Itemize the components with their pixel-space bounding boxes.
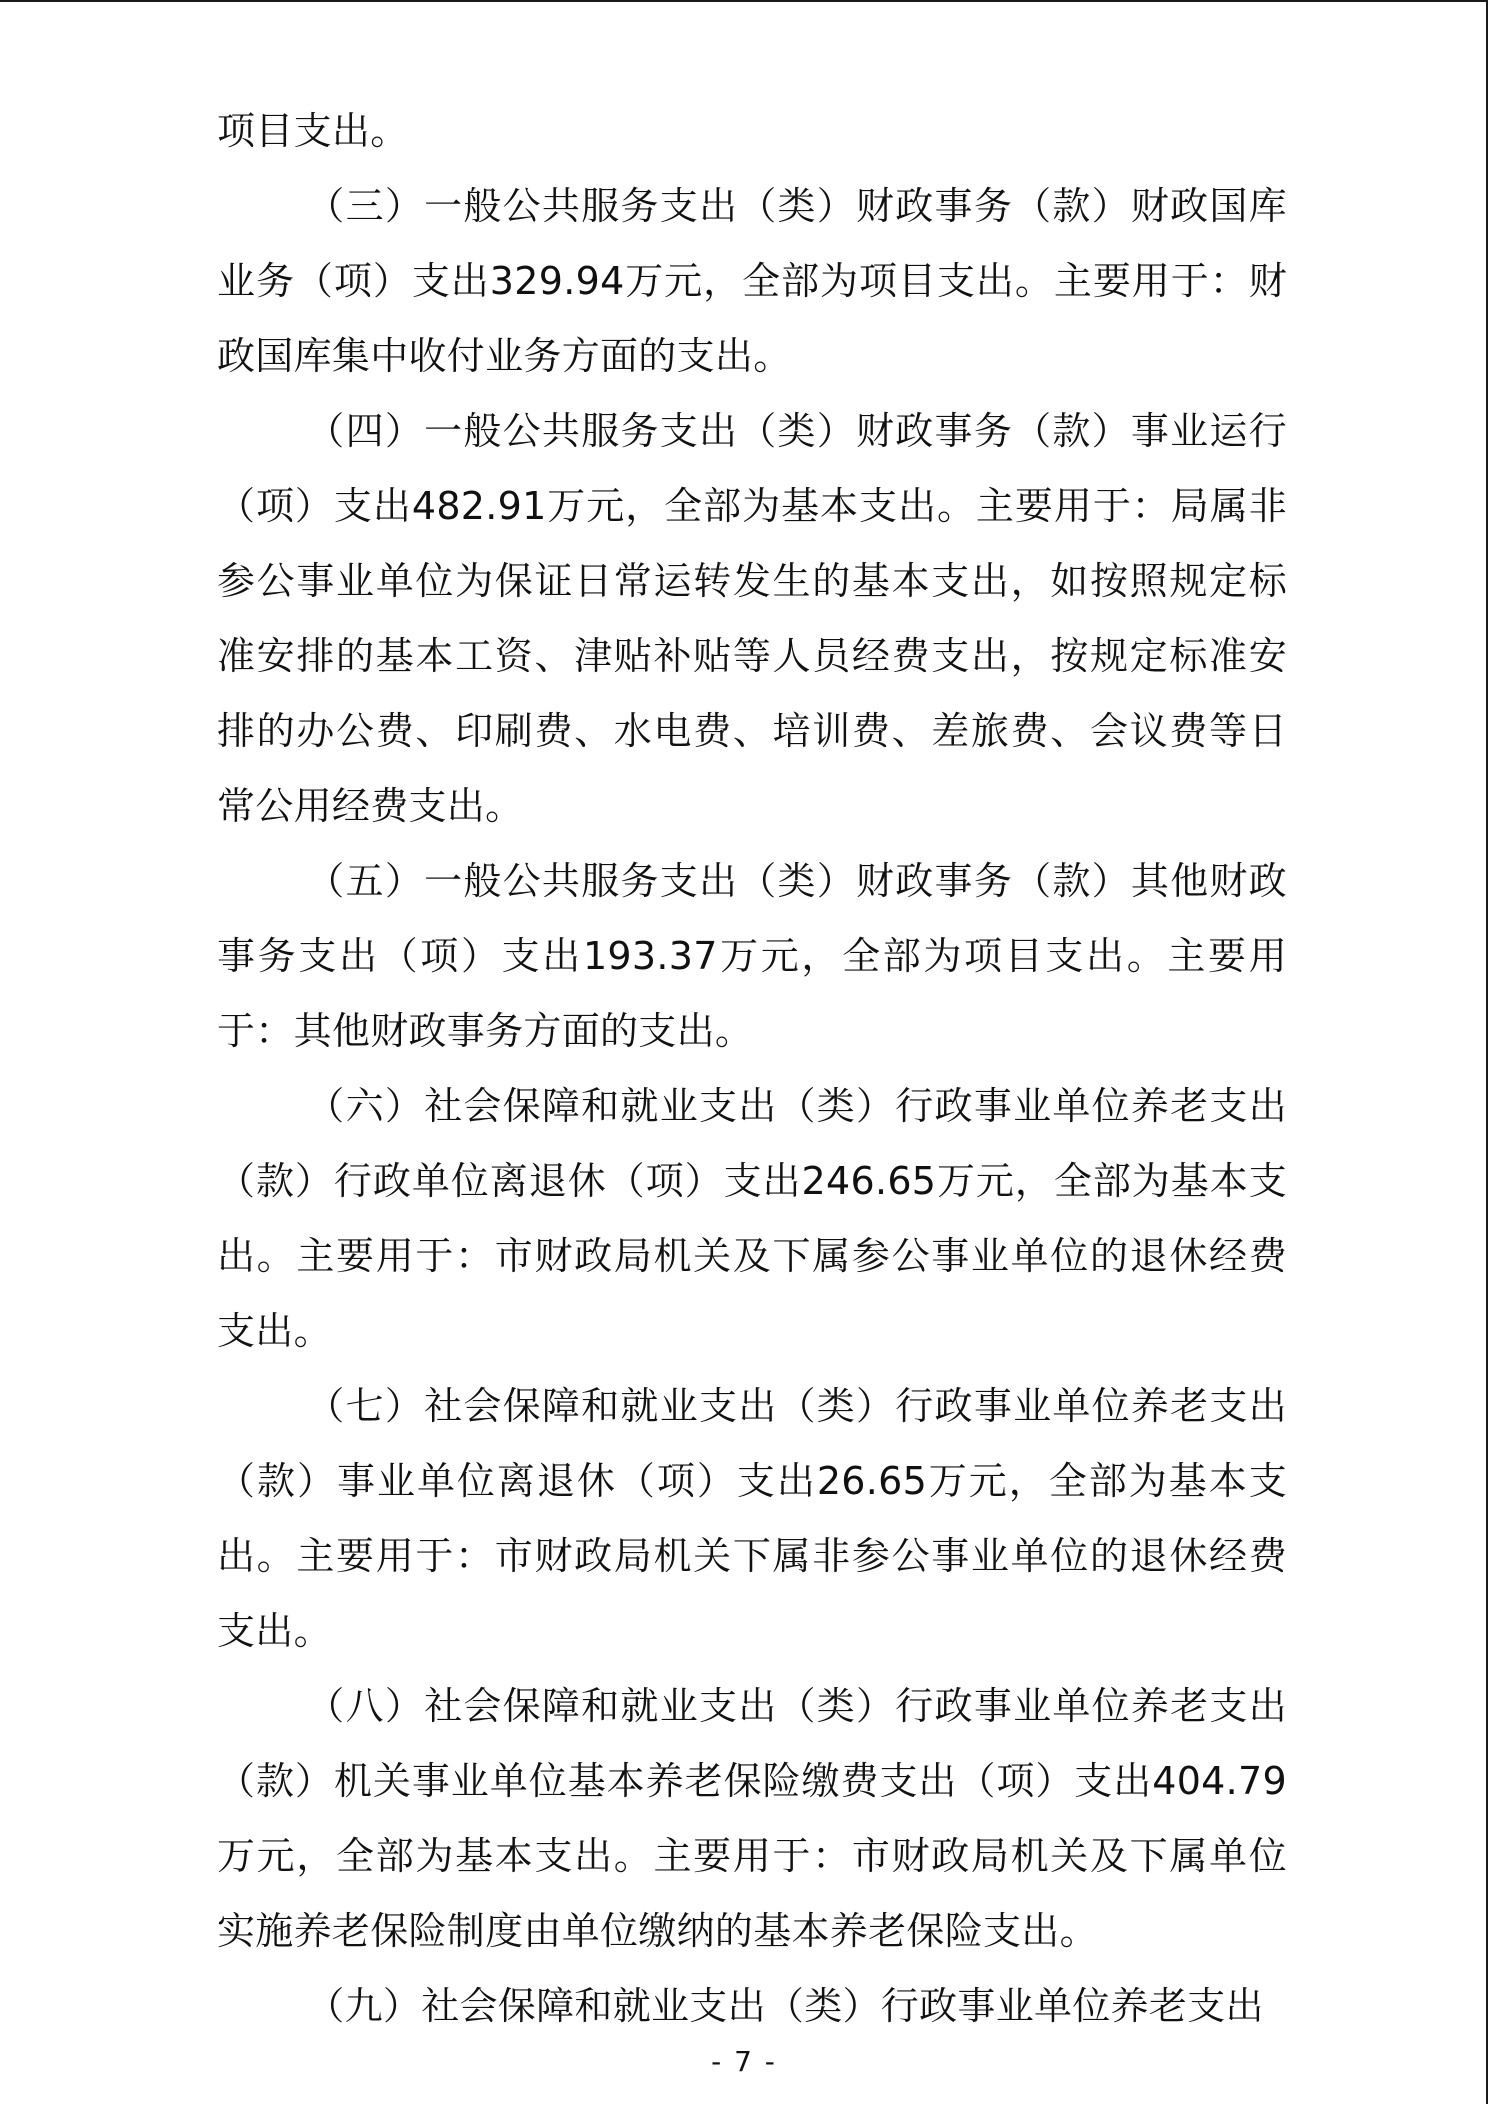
- document-body: [217, 94, 1287, 2044]
- paragraph-item-5: （五）一般公共服务支出（类）财政事务（款）其他财政事务支出（项）支出193.37万元，全部为项目支出。主要用于：其他财政事务方面的支出。: [217, 859, 1287, 1053]
- paragraph-item-8: （八）社会保障和就业支出（类）行政事业单位养老支出（款）机关事业单位基本养老保险缴费支出（项）支出404.79万元，全部为基本支出。主要用于：市财政局机关及下属单位实施养老保险制度由单位缴纳的基本养老保险支出。: [217, 1684, 1287, 1953]
- paragraph-continuation: 项目支出。: [217, 109, 409, 153]
- paragraph-item-4: （四）一般公共服务支出（类）财政事务（款）事业运行（项）支出482.91万元，全部为基本支出。主要用于：局属非参公事业单位为保证日常运转发生的基本支出，如按照规定标准安排的基本工资、津贴补贴等人员经费支出，按规定标准安排的办公费、印刷费、水电费、培训费、差旅费、会议费等日常公用经费支出。: [217, 409, 1287, 828]
- paragraph-item-7: （七）社会保障和就业支出（类）行政事业单位养老支出（款）事业单位离退休（项）支出26.65万元，全部为基本支出。主要用于：市财政局机关下属非参公事业单位的退休经费支出。: [217, 1384, 1287, 1653]
- page-number: - 7 -: [711, 2045, 777, 2078]
- paragraph-item-6: （六）社会保障和就业支出（类）行政事业单位养老支出（款）行政单位离退休（项）支出246.65万元，全部为基本支出。主要用于：市财政局机关及下属参公事业单位的退休经费支出。: [217, 1084, 1287, 1353]
- paragraph-item-3: （三）一般公共服务支出（类）财政事务（款）财政国库业务（项）支出329.94万元，全部为项目支出。主要用于：财政国库集中收付业务方面的支出。: [217, 184, 1287, 378]
- paragraph-item-9: （九）社会保障和就业支出（类）行政事业单位养老支出: [306, 1984, 1264, 2028]
